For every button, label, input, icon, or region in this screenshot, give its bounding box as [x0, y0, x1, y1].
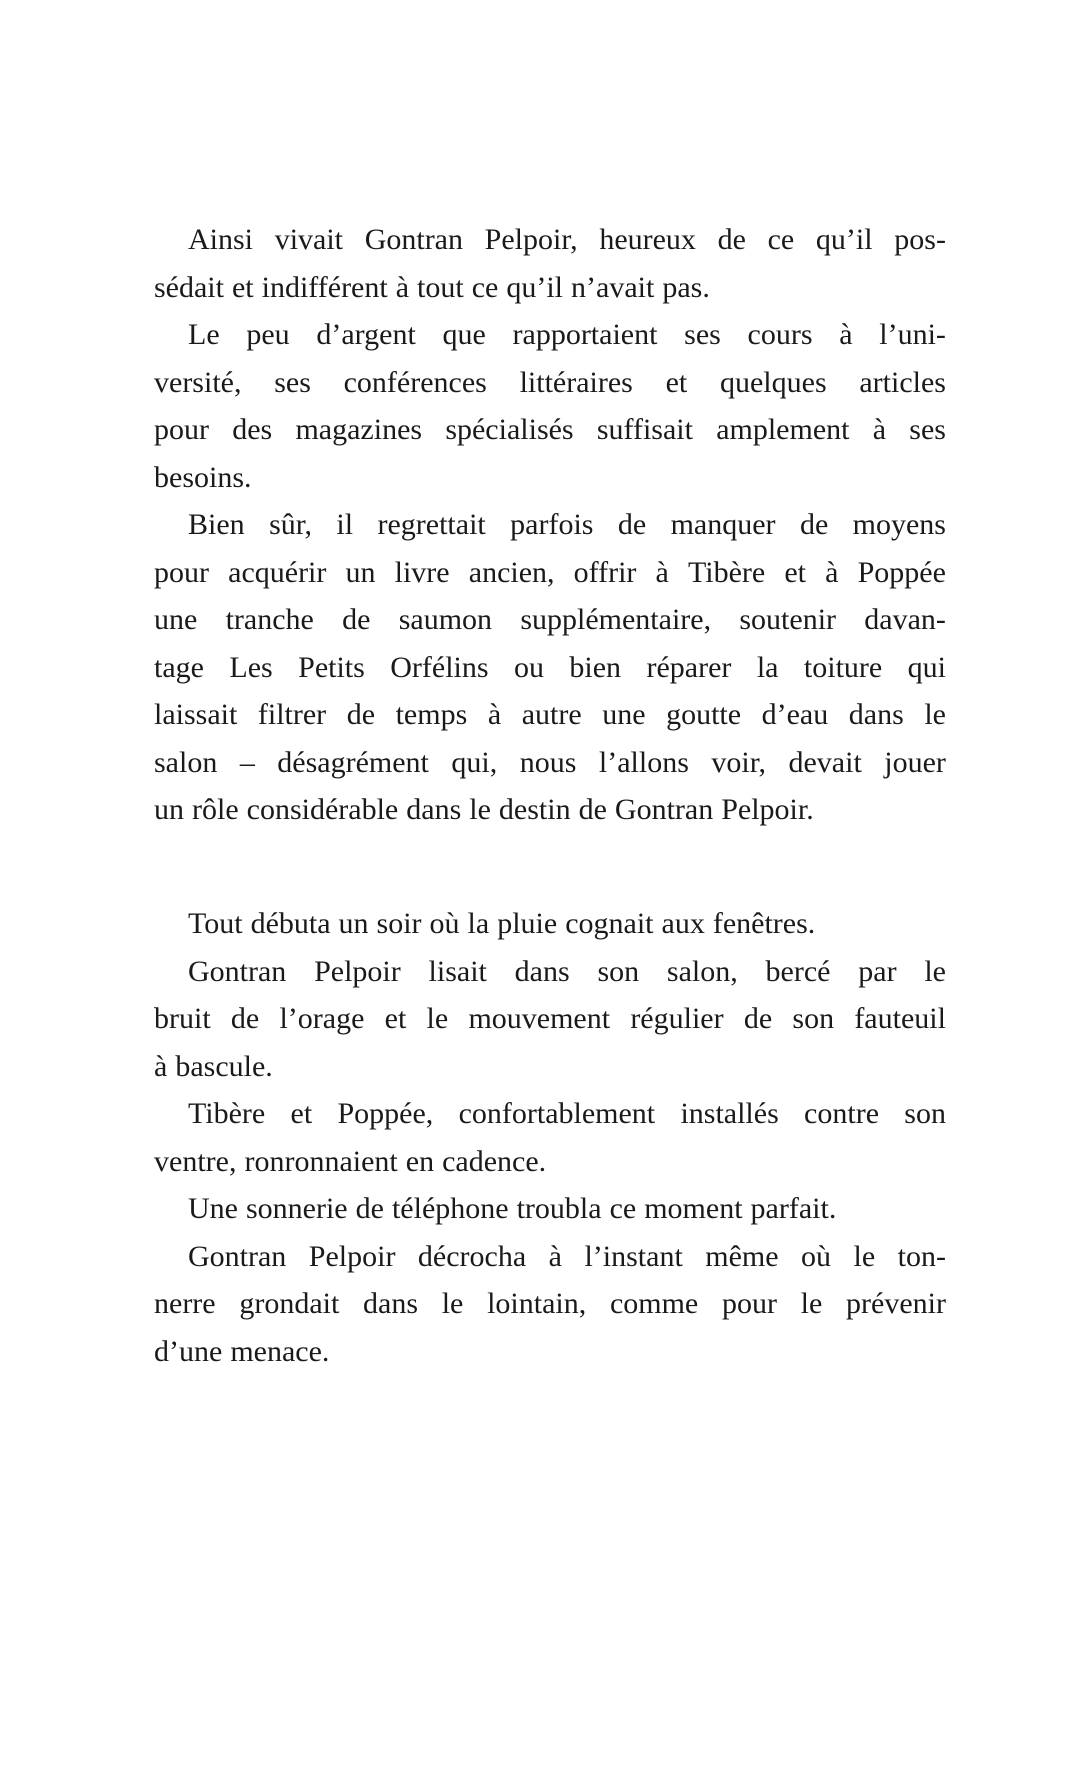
text-line: besoins.	[154, 460, 252, 494]
text-line: d’une menace.	[154, 1334, 330, 1368]
text-line: une tranche de saumon supplémentaire, soutenir davan-	[154, 603, 946, 636]
text-line: laissait filtrer de temps à autre une goutte d’eau dans le	[154, 698, 946, 731]
text-line: tage Les Petits Orfélins ou bien réparer la toiture qui	[154, 650, 946, 684]
text-line: Ainsi vivait Gontran Pelpoir, heureux de ce qu’il pos-	[188, 223, 946, 256]
text-line: ventre, ronronnaient en cadence.	[154, 1144, 547, 1178]
text-line: Gontran Pelpoir décrocha à l’instant même où le ton-	[188, 1239, 946, 1273]
text-line: Bien sûr, il regrettait parfois de manquer de moyens	[188, 508, 946, 541]
text-line: pour acquérir un livre ancien, offrir à Tibère et à Poppée	[154, 555, 946, 589]
text-line: nerre grondait dans le lointain, comme pour le prévenir	[154, 1287, 946, 1320]
text-line: Le peu d’argent que rapportaient ses cours à l’uni-	[188, 318, 946, 351]
text-line: salon – désagrément qui, nous l’allons voir, devait jouer	[154, 745, 946, 779]
text-line: versité, ses conférences littéraires et quelques articles	[154, 365, 946, 399]
text-line: Tout débuta un soir où la pluie cognait aux fenêtres.	[188, 907, 816, 940]
text-section-1	[154, 216, 946, 834]
text-line: bruit de l’orage et le mouvement régulier de son fauteuil	[154, 1002, 946, 1035]
text-line: Une sonnerie de téléphone troubla ce moment parfait.	[188, 1192, 837, 1225]
text-line: pour des magazines spécialisés suffisait amplement à ses	[154, 413, 946, 446]
text-line: un rôle considérable dans le destin de Gontran Pelpoir.	[154, 793, 814, 826]
text-line: Gontran Pelpoir lisait dans son salon, bercé par le	[188, 954, 946, 988]
text-line: Tibère et Poppée, confortablement installés contre son	[188, 1097, 946, 1130]
text-line: sédait et indifférent à tout ce qu’il n’avait pas.	[154, 270, 710, 304]
text-section-2	[154, 900, 946, 1375]
text-line: à bascule.	[154, 1049, 273, 1083]
